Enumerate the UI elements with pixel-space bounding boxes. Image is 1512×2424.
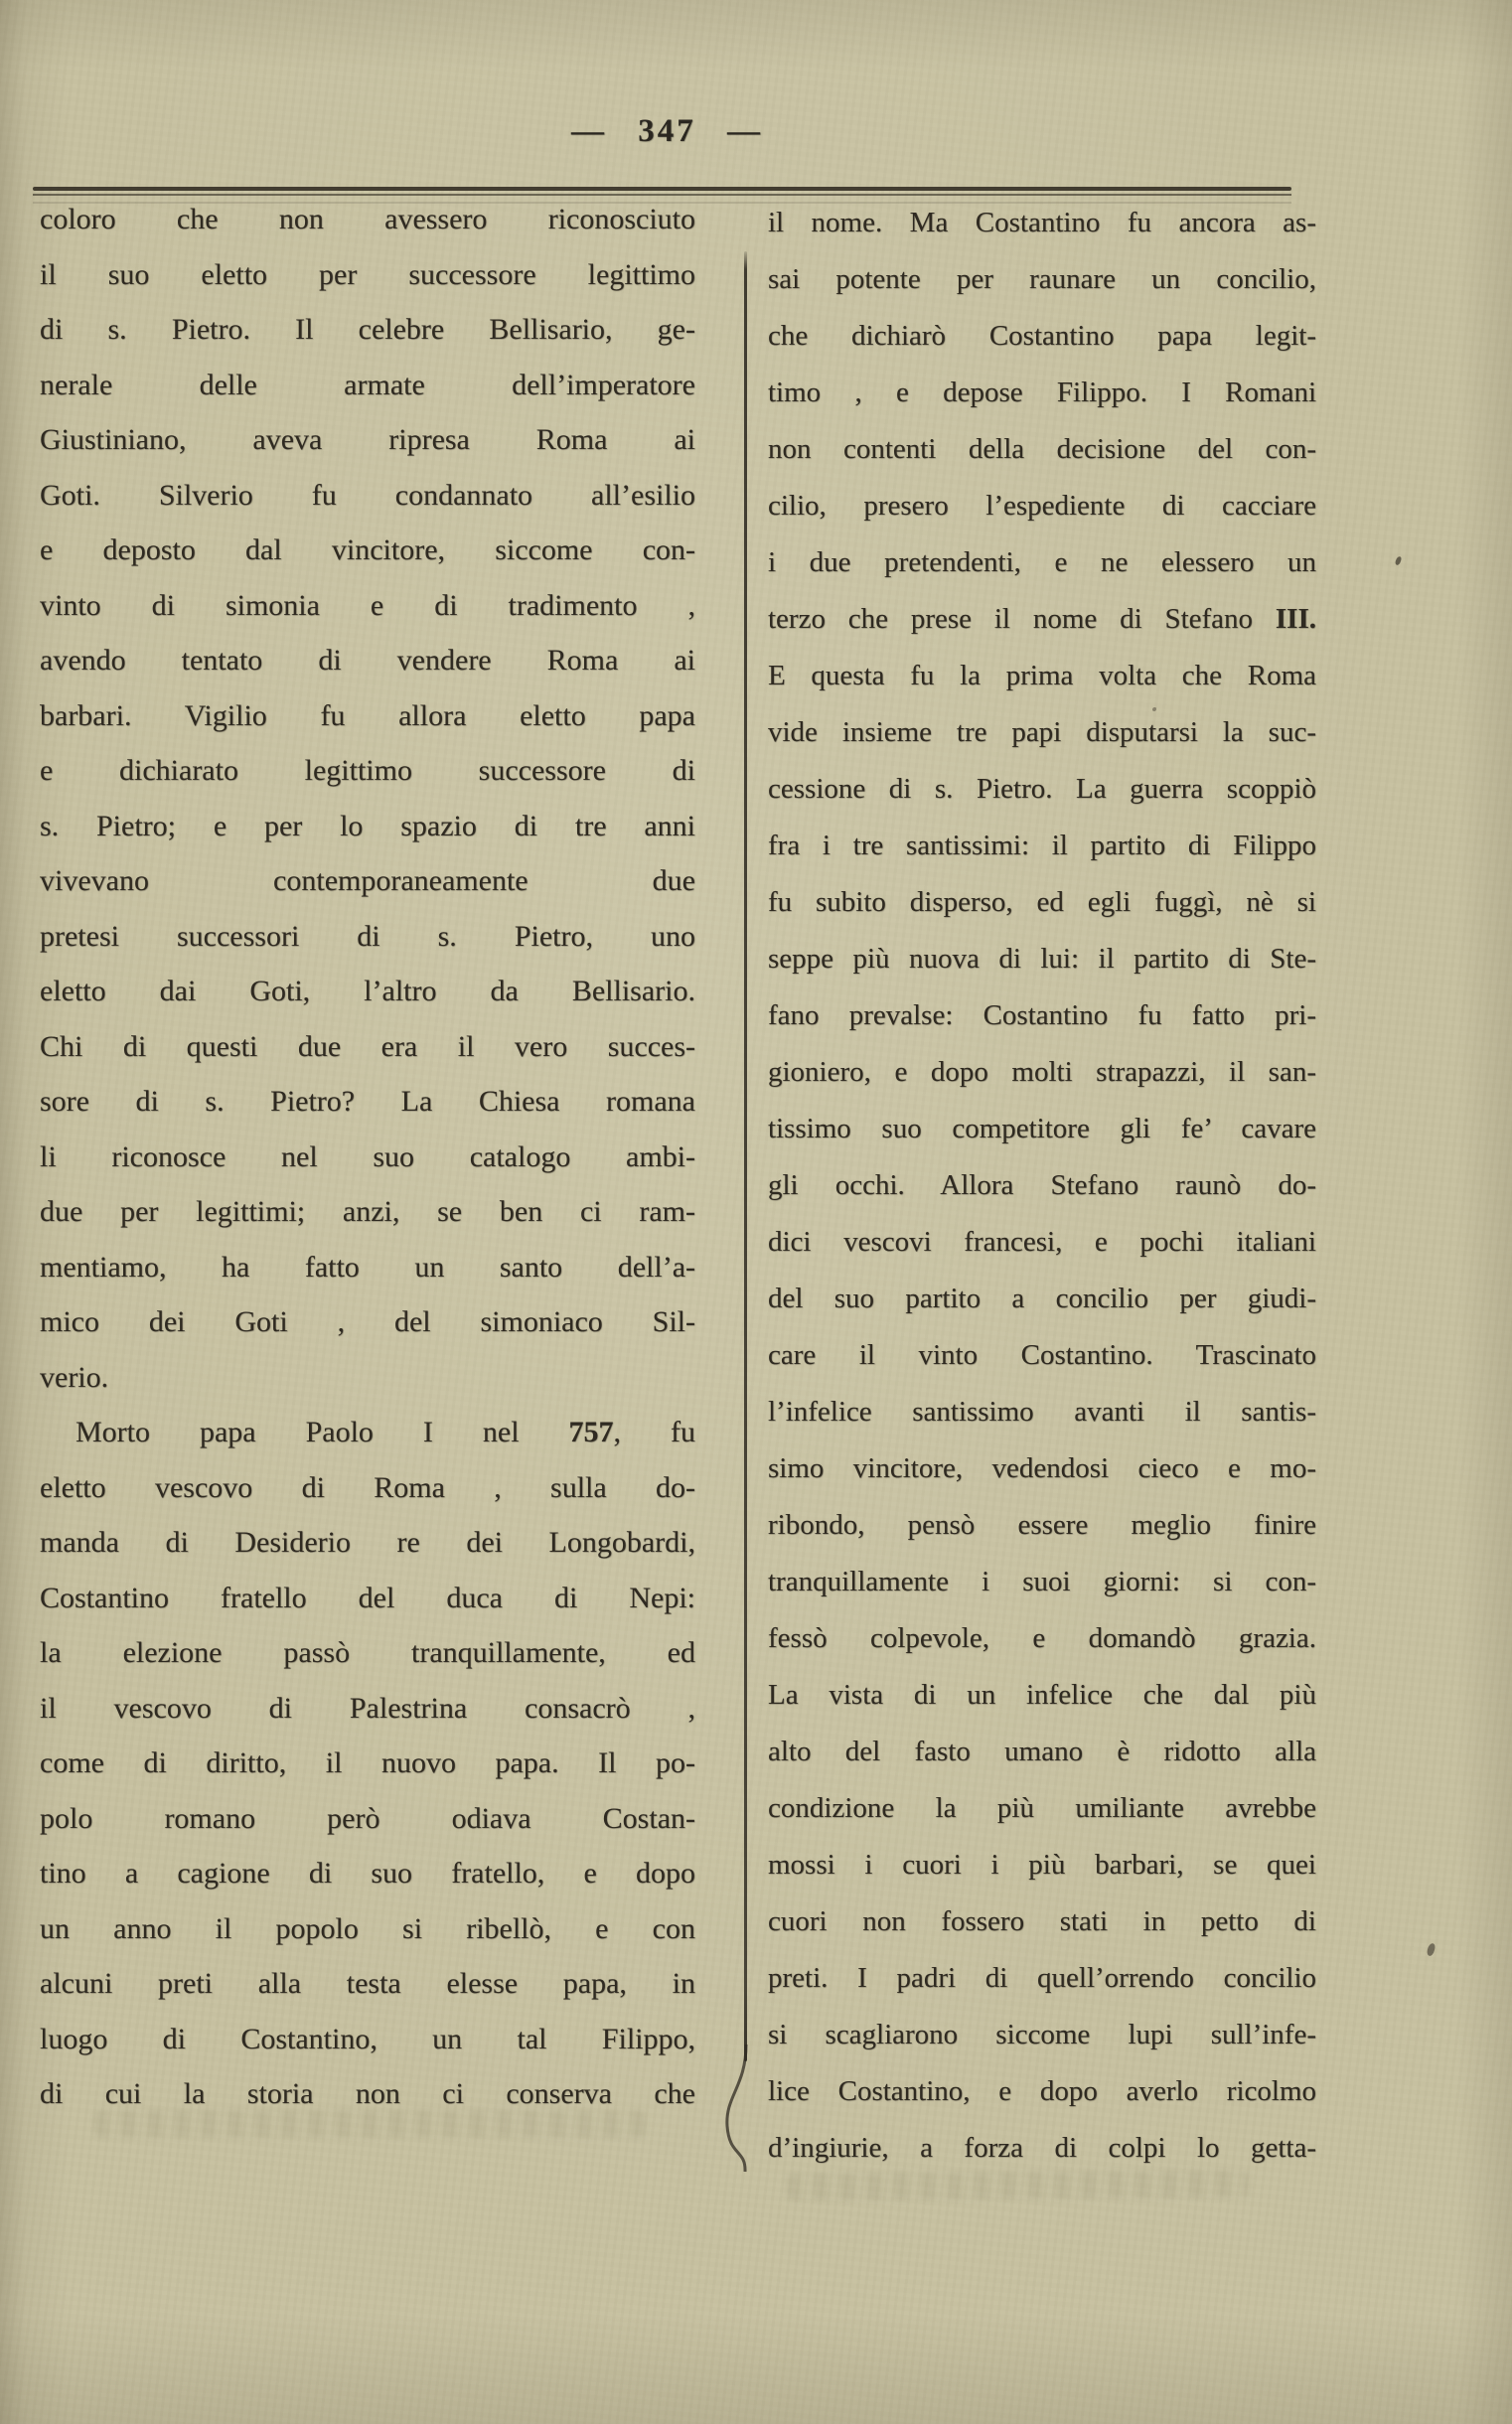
text-segment: alto del fasto umano è ridotto alla (768, 1736, 1316, 1767)
text-segment: gli occhi. Allora Stefano raunò do- (768, 1169, 1316, 1201)
text-line (40, 358, 695, 413)
text-segment: tino a cagione di suo fratello, e dopo (40, 1857, 695, 1890)
column-divider-tail (697, 2045, 757, 2174)
text-segment: simo vincitore, vedendosi cieco e mo- (768, 1452, 1316, 1484)
text-segment: s. Pietro; e per lo spazio di tre anni (40, 809, 695, 842)
text-segment: , fu (613, 1416, 695, 1448)
text-line (768, 1837, 1316, 1894)
text-segment: si scagliarono siccome lupi sull’infe- (768, 2019, 1316, 2050)
text-line (40, 633, 695, 688)
text-segment: il nome. Ma Costantino fu ancora as- (768, 207, 1316, 238)
text-segment: mico dei Goti , del simoniaco Sil- (40, 1305, 695, 1338)
text-line (40, 688, 695, 744)
text-line (40, 743, 695, 799)
text-segment: Chi di questi due era il vero succes- (40, 1029, 695, 1063)
text-line (768, 1780, 1316, 1837)
text-segment: fra i tre santissimi: il partito di Filippo (768, 830, 1316, 861)
text-line (768, 874, 1316, 931)
text-line (768, 648, 1316, 704)
text-line (40, 853, 695, 909)
text-segment: di cui la storia non ci conserva che (40, 2077, 695, 2110)
text-line (768, 704, 1316, 761)
text-line (40, 1019, 695, 1075)
text-line (40, 1901, 695, 1957)
text-line (768, 1157, 1316, 1214)
text-line (768, 1950, 1316, 2007)
text-segment: mentiamo, ha fatto un santo dell’a- (40, 1250, 695, 1284)
text-line (40, 1736, 695, 1791)
text-line (768, 1554, 1316, 1610)
text-column-right (768, 195, 1316, 2177)
text-segment: il suo eletto per successore legittimo (40, 257, 695, 291)
text-line (40, 523, 695, 578)
text-segment: di s. Pietro. Il celebre Bellisario, ge- (40, 313, 695, 346)
column-divider (744, 251, 747, 2061)
text-line (40, 964, 695, 1019)
bold-text-segment: III. (1275, 603, 1316, 635)
text-segment: tranquillamente i suoi giorni: si con- (768, 1566, 1316, 1597)
text-segment: e dichiarato legittimo successore di (40, 754, 695, 787)
text-segment: l’infelice santissimo avanti il santis- (768, 1396, 1316, 1428)
text-segment: pretesi successori di s. Pietro, uno (40, 919, 695, 953)
text-segment: Giustiniano, aveva ripresa Roma ai (40, 423, 695, 456)
text-segment: e deposto dal vincitore, siccome con- (40, 533, 695, 566)
ink-speck (1395, 555, 1403, 565)
text-line (768, 478, 1316, 534)
text-line (768, 251, 1316, 308)
text-segment: barbari. Vigilio fu allora eletto papa (40, 698, 695, 732)
text-segment: avendo tentato di vendere Roma ai (40, 644, 695, 677)
text-segment: fano prevalse: Costantino fu fatto pri- (768, 999, 1316, 1031)
text-line (768, 365, 1316, 421)
text-segment: condizione la più umiliante avrebbe (768, 1792, 1316, 1824)
ink-speck (1427, 1942, 1436, 1956)
text-line (768, 195, 1316, 251)
text-line (40, 1846, 695, 1901)
text-segment: terzo che prese il nome di Stefano (768, 603, 1276, 635)
text-segment: un anno il popolo si ribellò, e con (40, 1911, 695, 1945)
text-line (40, 909, 695, 965)
text-segment: luogo di Costantino, un tal Filippo, (40, 2022, 695, 2055)
text-line (768, 308, 1316, 365)
text-line (40, 1791, 695, 1847)
text-line (768, 1044, 1316, 1101)
text-segment: Costantino fratello del duca di Nepi: (40, 1581, 695, 1614)
text-segment: alcuni preti alla testa elesse papa, in (40, 1967, 695, 2000)
text-line (768, 421, 1316, 478)
text-segment: Goti. Silverio fu condannato all’esilio (40, 478, 695, 512)
text-line (40, 1130, 695, 1185)
text-segment: cuori non fossero stati in petto di (768, 1905, 1316, 1937)
text-line (40, 412, 695, 468)
text-segment: due per legittimi; anzi, se ben ci ram- (40, 1195, 695, 1228)
text-segment: sore di s. Pietro? La Chiesa romana (40, 1085, 695, 1118)
text-segment: Morto papa Paolo I nel (76, 1416, 569, 1448)
text-line (768, 1497, 1316, 1554)
text-segment: manda di Desiderio re dei Longobardi, (40, 1526, 695, 1559)
text-line (40, 192, 695, 247)
text-line (768, 591, 1316, 648)
text-line (40, 1240, 695, 1295)
text-segment: La vista di un infelice che dal più (768, 1679, 1316, 1711)
text-segment: timo , e depose Filippo. I Romani (768, 377, 1316, 408)
text-line (40, 468, 695, 524)
text-line (768, 2063, 1316, 2120)
text-line (768, 1384, 1316, 1440)
text-segment: fessò colpevole, e domandò grazia. (768, 1622, 1316, 1654)
text-segment: mossi i cuori i più barbari, se quei (768, 1849, 1316, 1881)
text-line (40, 1294, 695, 1350)
text-segment: fu subito disperso, ed egli fuggì, nè si (768, 886, 1316, 918)
text-segment: i due pretendenti, e ne elessero un (768, 546, 1316, 578)
text-segment: tissimo suo competitore gli fe’ cavare (768, 1113, 1316, 1144)
text-segment: polo romano però odiava Costan- (40, 1801, 695, 1835)
text-segment: non contenti della decisione del con- (768, 433, 1316, 465)
text-segment: vide insieme tre papi disputarsi la suc- (768, 716, 1316, 748)
text-line (768, 1327, 1316, 1384)
text-line (40, 1405, 695, 1460)
text-segment: lice Costantino, e dopo averlo ricolmo (768, 2075, 1316, 2107)
text-line (768, 2007, 1316, 2063)
text-segment: verio. (40, 1360, 109, 1394)
text-segment: del suo partito a concilio per giudi- (768, 1283, 1316, 1314)
text-line (768, 1667, 1316, 1724)
bold-text-segment: 757 (568, 1416, 614, 1448)
text-line (40, 1460, 695, 1516)
text-column-left (40, 192, 695, 2122)
text-segment: li riconosce nel suo catalogo ambi- (40, 1139, 695, 1173)
text-line (768, 1440, 1316, 1497)
text-line (768, 987, 1316, 1044)
text-line (768, 534, 1316, 591)
rule-thick-line (33, 187, 1291, 191)
text-segment: ribondo, pensò essere meglio finire (768, 1509, 1316, 1541)
text-line (40, 1956, 695, 2012)
text-line (40, 1074, 695, 1130)
bleedthrough-smudge (787, 2170, 1249, 2200)
text-segment: seppe più nuova di lui: il partito di Ste- (768, 943, 1316, 975)
text-line (768, 2120, 1316, 2177)
text-segment: eletto dai Goti, l’altro da Bellisario. (40, 975, 695, 1007)
text-segment: come di diritto, il nuovo papa. Il po- (40, 1746, 695, 1779)
text-line (40, 302, 695, 358)
text-segment: il vescovo di Palestrina consacrò , (40, 1691, 695, 1725)
text-line (768, 818, 1316, 874)
text-segment: E questa fu la prima volta che Roma (768, 660, 1316, 691)
text-segment: vivevano contemporaneamente due (40, 864, 695, 897)
text-segment: cilio, presero l’espediente di cacciare (768, 490, 1316, 522)
page-number: — 347 — (571, 113, 763, 149)
text-line (40, 1350, 695, 1406)
text-line (768, 1271, 1316, 1327)
text-segment: d’ingiurie, a forza di colpi lo getta- (768, 2132, 1316, 2164)
text-line (40, 1681, 695, 1737)
text-line (768, 1724, 1316, 1780)
text-line (40, 578, 695, 634)
text-segment: gioniero, e dopo molti strapazzi, il san- (768, 1056, 1316, 1088)
text-line (768, 1894, 1316, 1950)
text-line (40, 799, 695, 854)
text-line (768, 1610, 1316, 1667)
text-segment: la elezione passò tranquillamente, ed (40, 1636, 695, 1669)
text-line (768, 1101, 1316, 1157)
text-line (40, 1184, 695, 1240)
text-segment: che dichiarò Costantino papa legit- (768, 320, 1316, 352)
text-line (40, 2012, 695, 2067)
text-segment: preti. I padri di quell’orrendo concilio (768, 1962, 1316, 1994)
text-line (40, 1515, 695, 1571)
text-line (768, 1214, 1316, 1271)
text-segment: vinto di simonia e di tradimento , (40, 588, 695, 622)
text-segment: dici vescovi francesi, e pochi italiani (768, 1226, 1316, 1258)
text-segment: coloro che non avessero riconosciuto (40, 203, 695, 235)
text-line (40, 1625, 695, 1681)
text-segment: eletto vescovo di Roma , sulla do- (40, 1470, 695, 1504)
text-segment: care il vinto Costantino. Trascinato (768, 1339, 1316, 1371)
text-segment: sai potente per raunare un concilio, (768, 263, 1316, 295)
text-line (40, 247, 695, 303)
text-line (768, 931, 1316, 987)
text-segment: cessione di s. Pietro. La guerra scoppiò (768, 773, 1316, 805)
text-line (40, 1571, 695, 1626)
text-line (768, 761, 1316, 818)
text-segment: nerale delle armate dell’imperatore (40, 368, 695, 401)
bleedthrough-smudge (94, 2110, 646, 2138)
